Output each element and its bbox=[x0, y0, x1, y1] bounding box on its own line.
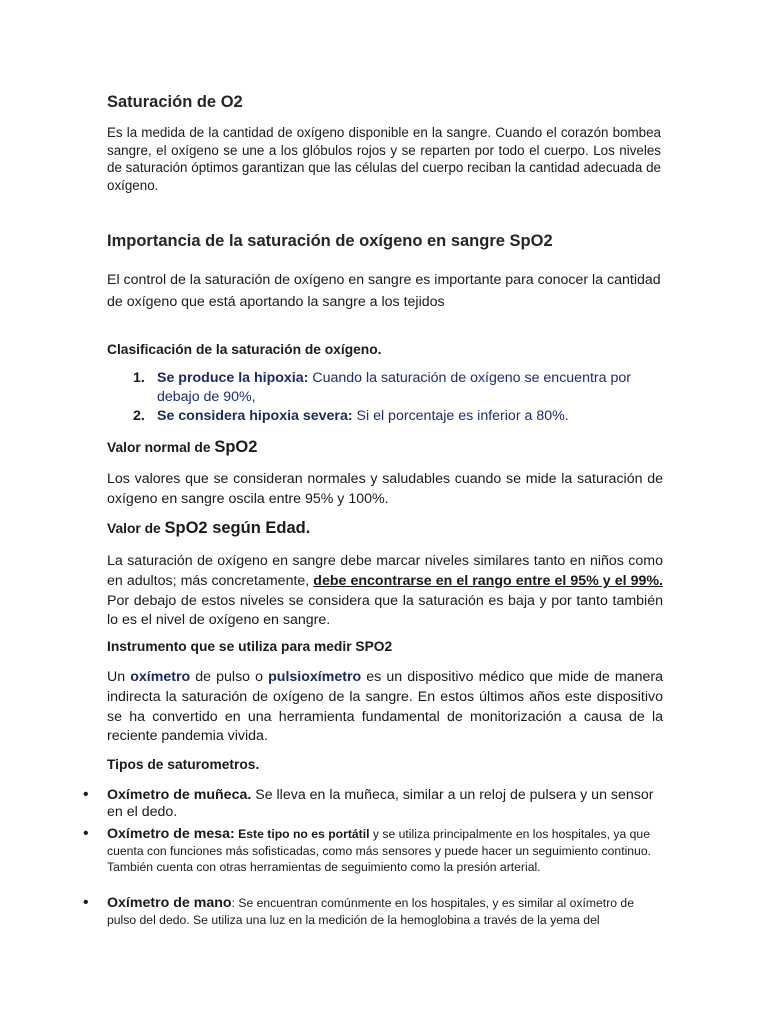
body-underlined: debe encontrarse en el rango entre el 95% y el 99%. bbox=[313, 572, 663, 589]
title-prefix: Valor de bbox=[107, 521, 165, 536]
list-item-text: y se utiliza principalmente en los hospitales, ya que cuenta con funciones más sofisticadas, como más sensores y puede hacer un seguimiento continuo. También cuenta con otras herramientas de seguimiento como la presión arterial. bbox=[107, 827, 652, 874]
body-text: es un dispositivo médico que mide de manera indirecta la saturación de oxígeno de la sangre. En estos últimos años este dispositivo se ha convertido en una herramienta fundamental de monitorización a causa de la reciente pandemia vivida. bbox=[107, 669, 663, 745]
section-title-instrumento: Instrumento que se utiliza para medir SPO2 bbox=[107, 639, 393, 654]
list-item bbox=[83, 786, 663, 820]
bullet-icon: • bbox=[83, 825, 89, 842]
list-item-bold: Se considera hipoxia severa: bbox=[157, 408, 353, 424]
list-item bbox=[135, 369, 665, 407]
section-body-valor-edad bbox=[107, 552, 663, 631]
list-item-text: Cuando la saturación de oxígeno se encuentra por debajo de 90%, bbox=[157, 370, 631, 405]
section-body-instrumento bbox=[107, 668, 663, 747]
list-item-bold: Oxímetro de mano bbox=[107, 895, 232, 911]
list-item-text: Se lleva en la muñeca, similar a un reloj de pulsera y un sensor en el dedo. bbox=[107, 787, 654, 820]
section-title-tipos: Tipos de saturometros. bbox=[107, 757, 260, 772]
list-item bbox=[135, 407, 665, 427]
section-title-clasificacion: Clasificación de la saturación de oxígeno. bbox=[107, 342, 382, 357]
section-title-importancia: Importancia de la saturación de oxígeno en sangre SpO2 bbox=[107, 232, 553, 250]
list-item-bold: Oxímetro de mesa: bbox=[107, 826, 235, 842]
list-item bbox=[83, 894, 663, 928]
list-item-bold: Oxímetro de muñeca. bbox=[107, 787, 252, 803]
list-item-text: : Se encuentran comúnmente en los hospitales, y es similar al oxímetro de pulso del dedo. Se utiliza una luz en la medición de la hemoglobina a través de la yema del bbox=[107, 896, 634, 927]
list-item bbox=[83, 825, 663, 876]
term-pulsioximetro: pulsioxímetro bbox=[268, 669, 362, 685]
body-text: de pulso o bbox=[190, 669, 269, 685]
list-item-text: Si el porcentaje es inferior a 80%. bbox=[352, 408, 569, 424]
list-item-bold: Este tipo no es portátil bbox=[234, 827, 370, 841]
term-oximetro: oxímetro bbox=[130, 669, 191, 685]
section-title-saturacion: Saturación de O2 bbox=[107, 93, 243, 111]
title-emphasis: SpO2 según Edad. bbox=[164, 519, 311, 537]
section-title-valor-normal bbox=[107, 438, 257, 457]
list-number: 1. bbox=[133, 370, 145, 386]
body-text: La saturación de oxígeno en sangre debe marcar niveles similares tanto en niños como en adultos; más concretamente, bbox=[107, 553, 663, 589]
classification-list bbox=[135, 369, 665, 427]
section-title-valor-edad bbox=[107, 519, 310, 538]
section-body-importancia: El control de la saturación de oxígeno en sangre es importante para conocer la cantidad de oxígeno que está aportando la sangre a los tejidos bbox=[107, 272, 661, 310]
bullet-icon: • bbox=[83, 894, 89, 911]
bullet-icon: • bbox=[83, 786, 89, 803]
list-number: 2. bbox=[133, 408, 145, 424]
list-item-bold: Se produce la hipoxia: bbox=[157, 370, 309, 386]
title-emphasis: SpO2 bbox=[214, 438, 258, 456]
title-prefix: Valor normal de bbox=[107, 440, 215, 455]
body-text: Un bbox=[107, 669, 131, 685]
section-body-saturacion: Es la medida de la cantidad de oxígeno disponible en la sangre. Cuando el corazón bombea sangre, el oxígeno se une a los glóbulos rojos y se reparten por todo el cuerpo. Los niveles de saturación óptimos garantizan que las células del cuerpo reciban la cantidad adecuada de oxígeno. bbox=[107, 125, 661, 193]
section-body-valor-normal: Los valores que se consideran normales y saludables cuando se mide la saturación de oxígeno en sangre oscila entre 95% y 100%. bbox=[107, 471, 663, 507]
body-text: Por debajo de estos niveles se considera que la saturación es baja y por tanto también lo es el nivel de oxígeno en sangre. bbox=[107, 592, 663, 629]
